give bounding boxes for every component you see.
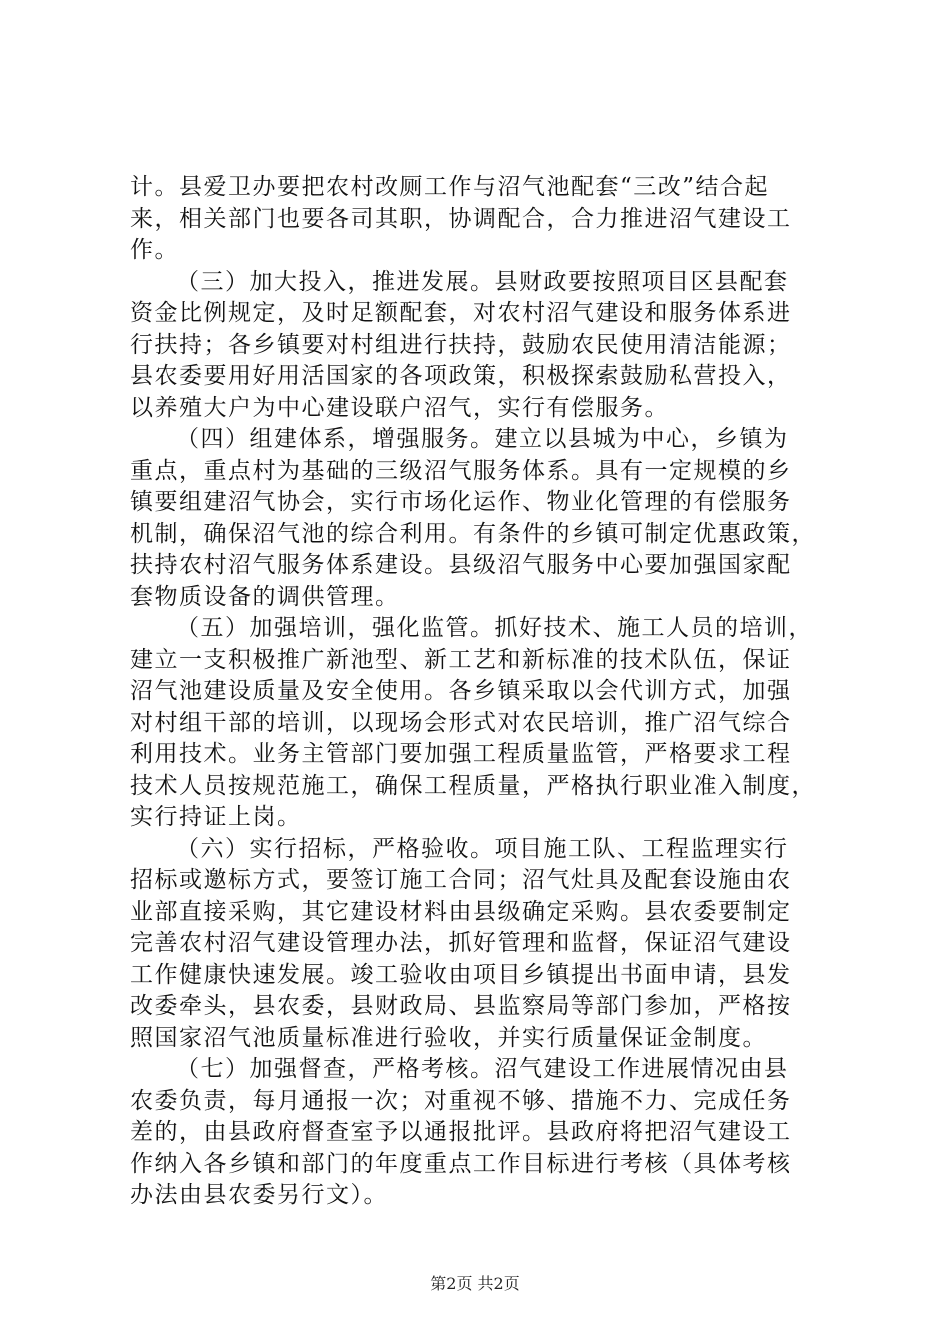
text-line: 利用技术。业务主管部门要加强工程质量监管，严格要求工程: [130, 741, 792, 767]
text-line: 工作健康快速发展。竣工验收由项目乡镇提出书面申请，县发: [130, 961, 792, 988]
text-line: 农委负责，每月通报一次；对重视不够、措施不力、完成任务: [130, 1087, 792, 1114]
paragraph: [130, 424, 830, 613]
text-line: 机制，确保沼气池的综合利用。有条件的乡镇可制定优惠政策，: [130, 520, 816, 547]
text-line: 照国家沼气池质量标准进行验收，并实行质量保证金制度。: [130, 1024, 767, 1051]
text-line: 改委牵头，县农委，县财政局、县监察局等部门参加，严格按: [130, 993, 792, 1019]
text-line: 差的，由县政府督查室予以通报批评。县政府将把沼气建设工: [130, 1119, 792, 1145]
text-line: 重点，重点村为基础的三级沼气服务体系。具有一定规模的乡: [130, 457, 792, 484]
text-line: 扶持农村沼气服务体系建设。县级沼气服务中心要加强国家配: [130, 552, 792, 578]
paragraph: [130, 613, 830, 834]
text-line: （三）加大投入，推进发展。县财政要按照项目区县配套: [176, 268, 789, 295]
text-line: 沼气池建设质量及安全使用。各乡镇采取以会代训方式，加强: [130, 678, 792, 704]
text-line: 业部直接采购，其它建设材料由县级确定采购。县农委要制定: [130, 898, 792, 925]
text-line: 计。县爱卫办要把农村改厕工作与沼气池配套“三改”结合起: [130, 174, 770, 200]
paragraph: [130, 267, 830, 425]
page-footer: 第2页 共2页: [430, 1274, 520, 1293]
text-line: 办法由县农委另行文）。: [130, 1182, 388, 1208]
text-line: 招标或邀标方式，要签订施工合同；沼气灶具及配套设施由农: [130, 867, 792, 893]
text-line: 作纳入各乡镇和部门的年度重点工作目标进行考核（具体考核: [130, 1150, 792, 1177]
text-line: 资金比例规定，及时足额配套，对农村沼气建设和服务体系进: [130, 300, 792, 326]
text-line: 来，相关部门也要各司其职，协调配合，合力推进沼气建设工: [130, 205, 792, 232]
text-line: 对村组干部的培训，以现场会形式对农民培训，推广沼气综合: [130, 709, 792, 736]
paragraph: [130, 1054, 830, 1212]
text-line: 套物质设备的调供管理。: [130, 583, 400, 610]
document-body: [130, 172, 830, 1212]
text-line: 完善农村沼气建设管理办法，抓好管理和监督，保证沼气建设: [130, 930, 792, 956]
text-line: 作。: [130, 237, 179, 263]
text-line: （六）实行招标，严格验收。项目施工队、工程监理实行: [176, 835, 789, 862]
text-line: （五）加强培训，强化监管。抓好技术、施工人员的培训，: [176, 615, 813, 641]
text-line: 镇要组建沼气协会，实行市场化运作、物业化管理的有偿服务: [130, 489, 792, 515]
text-line: 县农委要用好用活国家的各项政策，积极探索鼓励私营投入，: [130, 363, 792, 389]
text-line: 实行持证上岗。: [130, 804, 302, 830]
paragraph: [130, 172, 830, 267]
paragraph: [130, 834, 830, 1055]
text-line: 行扶持；各乡镇要对村组进行扶持，鼓励农民使用清洁能源；: [130, 331, 792, 358]
text-line: 技术人员按规范施工，确保工程质量，严格执行职业准入制度，: [130, 772, 816, 799]
text-line: 建立一支积极推广新池型、新工艺和新标准的技术队伍，保证: [130, 646, 792, 673]
text-line: （七）加强督查，严格考核。沼气建设工作进展情况由县: [176, 1056, 789, 1082]
text-line: （四）组建体系，增强服务。建立以县城为中心，乡镇为: [176, 426, 789, 452]
text-line: 以养殖大户为中心建设联户沼气，实行有偿服务。: [130, 394, 669, 421]
